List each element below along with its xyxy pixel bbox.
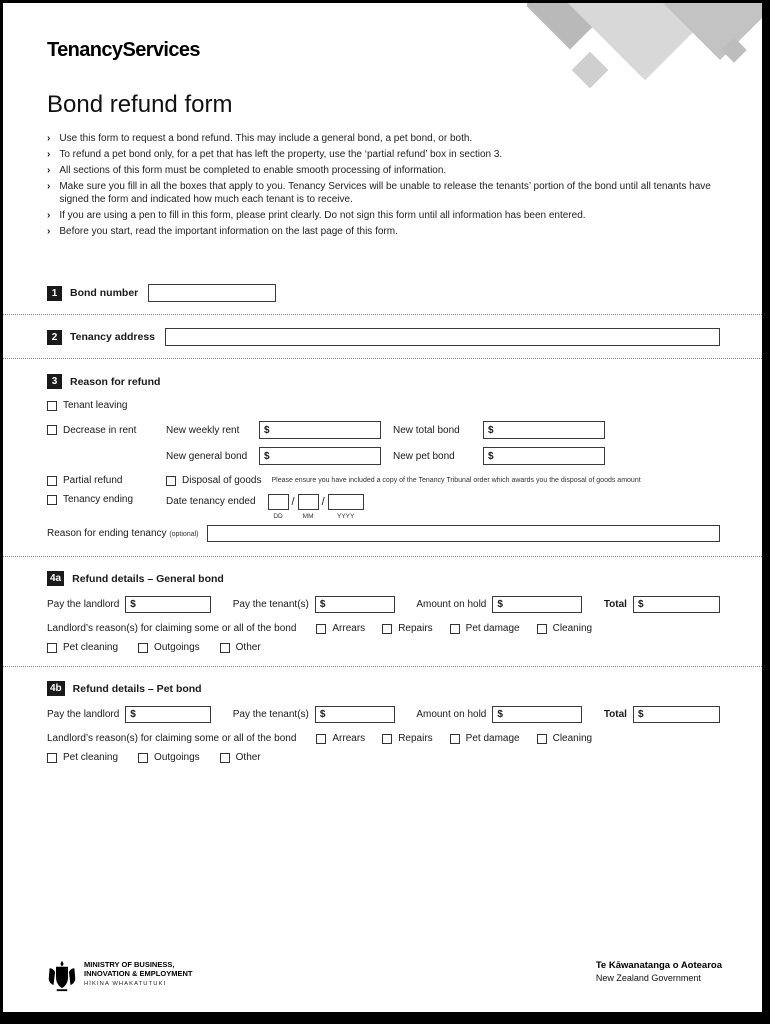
pet-cleaning-label: Pet cleaning	[63, 752, 119, 763]
pay-tenants-label: Pay the tenant(s)	[232, 709, 309, 720]
partial-refund-option[interactable]	[47, 475, 166, 486]
section-bond-number	[47, 284, 720, 302]
form-page	[3, 3, 762, 1012]
new-pet-bond-field	[483, 447, 605, 465]
govt-english-text: New Zealand Government	[595, 973, 701, 983]
bullet-text: To refund a pet bond only, for a pet that has left the property, use the ‘partial refund’ box in section 3.	[59, 149, 503, 160]
section-4a-badge: 4a	[47, 571, 64, 586]
new-pet-bond-input[interactable]	[496, 448, 604, 464]
bullet-marker: ›	[47, 149, 51, 160]
general-claim-reasons-row2	[47, 642, 720, 653]
pay-landlord-input-pet[interactable]	[138, 707, 210, 722]
pay-landlord-input-general[interactable]	[138, 597, 210, 612]
dollar-sign: $	[497, 599, 503, 610]
pay-tenants-field-general	[315, 596, 395, 613]
general-claim-reasons-row	[47, 623, 720, 634]
pet-cleaning-option-general[interactable]	[47, 642, 118, 653]
refund-general-title: Refund details – General bond	[72, 572, 224, 585]
partial-refund-label: Partial refund	[63, 475, 123, 486]
pay-tenants-group	[233, 596, 395, 613]
section-reason-for-refund	[47, 374, 720, 389]
new-general-bond-field	[259, 447, 381, 465]
new-total-bond-input[interactable]	[496, 422, 604, 438]
date-tenancy-ended-group	[268, 494, 364, 520]
pet-cleaning-label: Pet cleaning	[63, 642, 119, 653]
reason-for-ending-label	[47, 528, 199, 539]
cleaning-label: Cleaning	[552, 623, 593, 634]
pay-landlord-field-pet	[125, 706, 211, 723]
general-bond-pay-row	[47, 596, 720, 613]
bond-number-input[interactable]	[148, 284, 276, 302]
total-group	[604, 706, 720, 723]
new-general-bond-label: New general bond	[166, 450, 248, 462]
amount-on-hold-field-pet	[492, 706, 582, 723]
new-weekly-rent-label: New weekly rent	[166, 424, 240, 436]
outgoings-checkbox-general[interactable]	[138, 643, 148, 653]
pay-tenants-input-general[interactable]	[327, 597, 393, 612]
total-input-general[interactable]	[646, 597, 719, 612]
pay-tenants-group	[233, 706, 395, 723]
pet-damage-checkbox-pet[interactable]	[450, 734, 460, 744]
section-2-badge: 2	[47, 330, 62, 345]
arrears-checkbox-general[interactable]	[316, 624, 326, 634]
new-weekly-rent-field	[259, 421, 381, 439]
tenant-leaving-checkbox[interactable]	[47, 401, 57, 411]
ministry-line2: INNOVATION & EMPLOYMENT	[84, 969, 193, 978]
nz-coat-of-arms-icon	[47, 960, 77, 993]
disposal-of-goods-checkbox[interactable]	[166, 476, 176, 486]
amount-on-hold-input-general[interactable]	[505, 597, 581, 612]
bullet-text: Before you start, read the important information on the last page of this form.	[59, 226, 398, 237]
amount-on-hold-label: Amount on hold	[416, 709, 487, 720]
intro-bullet	[47, 209, 720, 222]
optional-hint: (optional)	[169, 531, 199, 538]
date-month-input[interactable]	[298, 494, 319, 510]
outgoings-label: Outgoings	[154, 642, 200, 653]
pay-landlord-group	[47, 596, 211, 613]
arrears-checkbox-pet[interactable]	[316, 734, 326, 744]
total-label: Total	[603, 709, 627, 720]
mbie-block	[47, 960, 192, 993]
tenancy-ending-option[interactable]	[47, 494, 166, 505]
outgoings-option-pet[interactable]	[138, 752, 200, 763]
page-footer	[47, 960, 722, 993]
new-total-bond-label: New total bond	[393, 424, 460, 436]
other-checkbox-general[interactable]	[220, 643, 230, 653]
outgoings-option-general[interactable]	[138, 642, 200, 653]
bullet-marker: ›	[47, 210, 51, 221]
bullet-marker: ›	[47, 165, 51, 176]
total-group	[604, 596, 720, 613]
cleaning-label: Cleaning	[552, 733, 593, 744]
intro-bullet	[47, 164, 720, 177]
repairs-checkbox-general[interactable]	[382, 624, 392, 634]
govt-maori-text: Te Kāwanatanga o Aotearoa	[595, 960, 722, 971]
dollar-sign: $	[319, 599, 326, 610]
partial-refund-checkbox[interactable]	[47, 476, 57, 486]
date-day-unit	[268, 494, 289, 520]
dollar-sign: $	[637, 599, 644, 610]
arrears-option-pet[interactable]	[316, 733, 365, 744]
pay-landlord-field-general	[125, 596, 211, 613]
ministry-text	[84, 960, 192, 987]
arrears-option-general[interactable]	[316, 623, 365, 634]
section-tenancy-address	[47, 328, 720, 346]
govt-block	[596, 960, 722, 983]
amount-on-hold-field-general	[492, 596, 582, 613]
pay-tenants-label: Pay the tenant(s)	[232, 599, 309, 610]
cleaning-checkbox-general[interactable]	[537, 624, 547, 634]
tenant-leaving-row	[47, 400, 720, 411]
dollar-sign: $	[130, 599, 136, 610]
pet-cleaning-checkbox-pet[interactable]	[47, 753, 57, 763]
refund-pet-title: Refund details – Pet bond	[72, 682, 202, 695]
decrease-in-rent-option[interactable]	[47, 425, 166, 436]
bullet-text: All sections of this form must be completed to enable smooth processing of information.	[59, 165, 447, 176]
tenancy-services-logo: TenancyServices	[47, 39, 200, 61]
bullet-marker: ›	[47, 226, 51, 237]
arrears-label: Arrears	[332, 733, 366, 744]
total-input-pet[interactable]	[646, 707, 719, 722]
arrears-label: Arrears	[332, 623, 366, 634]
date-day-caption: DD	[273, 513, 283, 520]
dollar-sign: $	[264, 450, 270, 462]
tenancy-address-label: Tenancy address	[70, 331, 156, 343]
dotted-divider	[3, 556, 762, 557]
other-label: Other	[235, 642, 261, 653]
outgoings-label: Outgoings	[154, 752, 200, 763]
disposal-of-goods-note: Please ensure you have included a copy of the Tenancy Tribunal order which awards you the disposal of goods amount	[271, 476, 641, 484]
decrease-in-rent-checkbox[interactable]	[47, 425, 57, 435]
decrease-in-rent-label: Decrease in rent	[63, 424, 137, 436]
total-label: Total	[603, 599, 627, 610]
pet-damage-checkbox-general[interactable]	[450, 624, 460, 634]
bond-number-label: Bond number	[70, 287, 139, 299]
tenancy-ending-row	[47, 494, 720, 520]
dotted-divider	[3, 358, 762, 359]
new-pet-bond-label: New pet bond	[393, 450, 455, 462]
dollar-sign: $	[130, 709, 136, 720]
tenancy-ending-checkbox[interactable]	[47, 495, 57, 505]
reason-for-ending-input[interactable]	[207, 525, 721, 542]
bullet-marker: ›	[47, 133, 51, 144]
reason-for-ending-text: Reason for ending tenancy	[47, 528, 167, 539]
outgoings-checkbox-pet[interactable]	[138, 753, 148, 763]
date-month-caption: MM	[302, 513, 314, 520]
other-checkbox-pet[interactable]	[220, 753, 230, 763]
repairs-label: Repairs	[398, 623, 433, 634]
bullet-text: If you are using a pen to fill in this form, please print clearly. Do not sign this form until all information has been entered.	[59, 210, 586, 221]
pet-damage-label: Pet damage	[465, 623, 520, 634]
total-field-pet	[633, 706, 720, 723]
pet-damage-option-general[interactable]	[450, 623, 520, 634]
new-general-bond-input[interactable]	[272, 448, 380, 464]
date-month-unit	[298, 494, 319, 520]
intro-bullet	[47, 132, 720, 145]
pet-bond-pay-row	[47, 706, 720, 723]
tenancy-address-input[interactable]	[165, 328, 720, 346]
dollar-sign: $	[497, 709, 503, 720]
amount-on-hold-group	[416, 706, 582, 723]
date-tenancy-ended-label: Date tenancy ended	[166, 496, 256, 507]
repairs-checkbox-pet[interactable]	[382, 734, 392, 744]
pay-landlord-label: Pay the landlord	[47, 709, 120, 720]
total-field-general	[633, 596, 720, 613]
ministry-line1: MINISTRY OF BUSINESS,	[84, 960, 175, 969]
amount-on-hold-group	[416, 596, 582, 613]
pet-cleaning-option-pet[interactable]	[47, 752, 118, 763]
dotted-divider	[3, 666, 762, 667]
pet-damage-label: Pet damage	[465, 733, 520, 744]
claim-reasons-label: Landlord’s reason(s) for claiming some or all of the bond	[47, 623, 297, 634]
new-weekly-rent-input[interactable]	[272, 422, 380, 438]
repairs-option-general[interactable]	[382, 623, 432, 634]
new-total-bond-field	[483, 421, 605, 439]
date-slash: /	[321, 496, 325, 508]
cleaning-option-pet[interactable]	[537, 733, 592, 744]
page-title: Bond refund form	[47, 91, 233, 118]
pet-cleaning-checkbox-general[interactable]	[47, 643, 57, 653]
bullet-text: Make sure you fill in all the boxes that apply to you. Tenancy Services will be unable to release the tenants’ portion of the bond until all tenants have signed the form and indicated how much each tenant is to receive.	[59, 181, 711, 205]
cleaning-option-general[interactable]	[537, 623, 592, 634]
pay-tenants-field-pet	[315, 706, 395, 723]
disposal-of-goods-option[interactable]	[166, 475, 262, 486]
intro-bullet	[47, 225, 720, 238]
other-option-pet[interactable]	[220, 752, 261, 763]
pet-claim-reasons-row	[47, 733, 720, 744]
date-slash: /	[291, 496, 295, 508]
bullet-marker: ›	[47, 181, 51, 192]
other-option-general[interactable]	[220, 642, 261, 653]
tenant-leaving-label: Tenant leaving	[63, 400, 128, 411]
bullet-text: Use this form to request a bond refund. This may include a general bond, a pet bond, or both.	[59, 133, 473, 144]
disposal-of-goods-label: Disposal of goods	[182, 475, 262, 486]
dollar-sign: $	[488, 450, 494, 462]
section-4b-badge: 4b	[47, 681, 65, 696]
dotted-divider	[3, 314, 762, 315]
section-3-badge: 3	[47, 374, 62, 389]
tenant-leaving-option[interactable]	[47, 400, 128, 411]
reason-for-refund-title: Reason for refund	[70, 375, 161, 388]
repairs-label: Repairs	[398, 733, 433, 744]
pay-landlord-label: Pay the landlord	[47, 599, 120, 610]
dollar-sign: $	[488, 424, 494, 436]
intro-bullet	[47, 180, 720, 206]
dollar-sign: $	[264, 424, 270, 436]
section-refund-general-bond	[47, 571, 720, 586]
date-year-unit	[328, 494, 364, 520]
pet-claim-reasons-row2	[47, 752, 720, 763]
claim-reasons-label: Landlord’s reason(s) for claiming some or all of the bond	[47, 733, 297, 744]
section-1-badge: 1	[47, 286, 62, 301]
repairs-option-pet[interactable]	[382, 733, 432, 744]
date-day-input[interactable]	[268, 494, 289, 510]
amount-on-hold-input-pet[interactable]	[505, 707, 581, 722]
decrease-in-rent-grid	[47, 421, 720, 465]
intro-bullets	[47, 132, 720, 238]
reason-for-ending-row	[47, 525, 720, 542]
date-year-caption: YYYY	[336, 513, 355, 520]
partial-refund-row	[47, 475, 720, 486]
other-label: Other	[235, 752, 261, 763]
dollar-sign: $	[319, 709, 326, 720]
tenancy-ending-label: Tenancy ending	[63, 494, 134, 505]
ministry-tagline: HĪKINA WHAKATUTUKI	[84, 981, 167, 987]
pay-landlord-group	[47, 706, 211, 723]
pay-tenants-input-pet[interactable]	[327, 707, 393, 722]
pet-damage-option-pet[interactable]	[450, 733, 520, 744]
dollar-sign: $	[637, 709, 644, 720]
date-year-input[interactable]	[328, 494, 364, 510]
intro-bullet	[47, 148, 720, 161]
amount-on-hold-label: Amount on hold	[416, 599, 487, 610]
cleaning-checkbox-pet[interactable]	[537, 734, 547, 744]
section-refund-pet-bond	[47, 681, 720, 696]
